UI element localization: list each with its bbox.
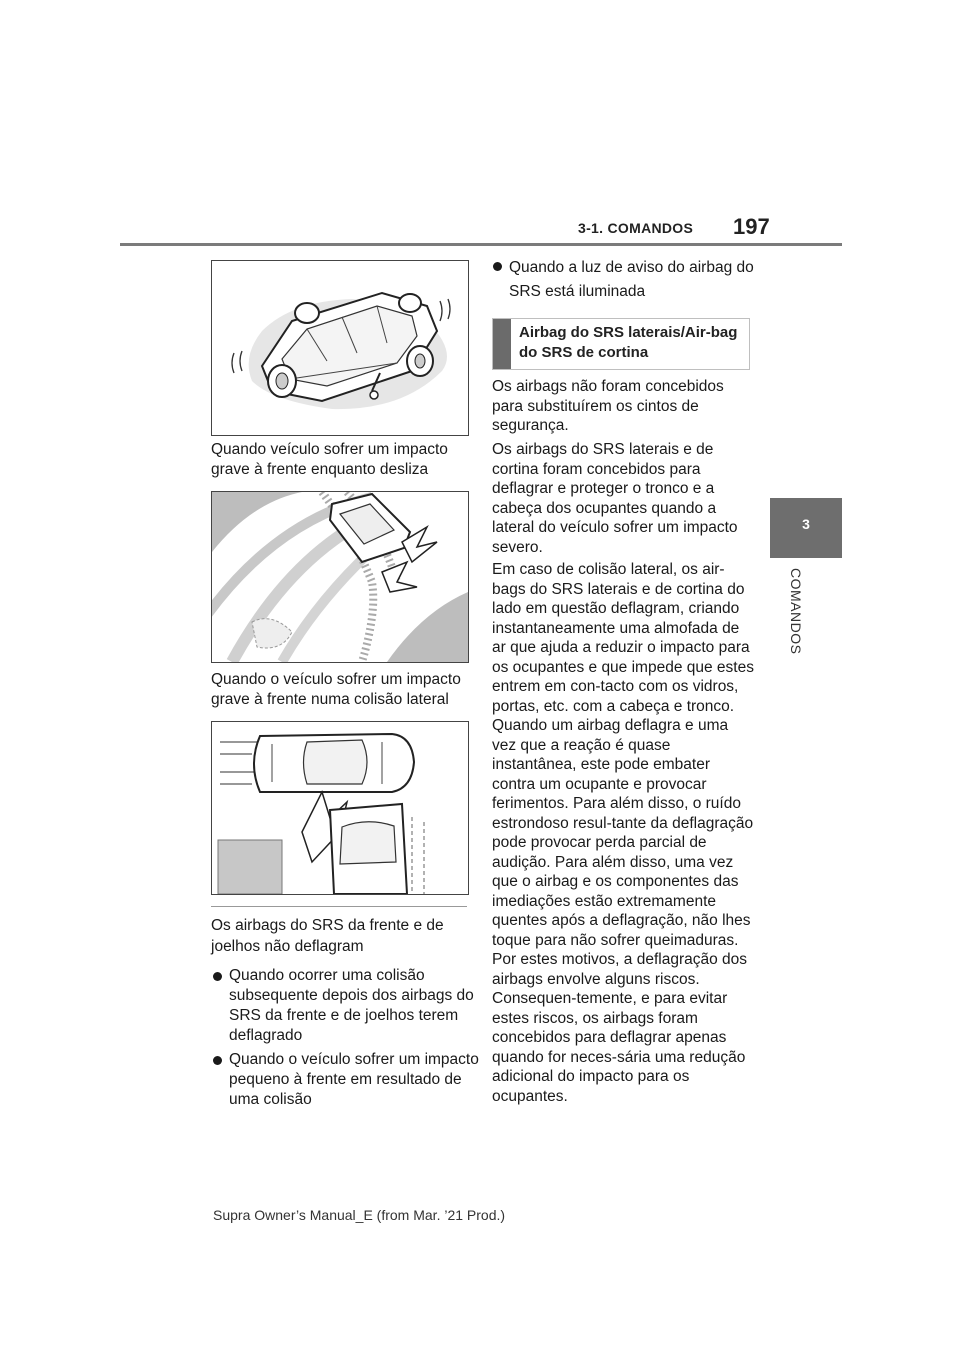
overturned-car-illustration bbox=[212, 261, 468, 435]
bullet-icon bbox=[213, 972, 222, 981]
chapter-tab bbox=[770, 498, 842, 558]
paragraph: Os airbags não foram concebidos para substituírem os cintos de segurança. bbox=[492, 378, 724, 434]
bullet-icon bbox=[213, 1056, 222, 1065]
list-item: Quando o veículo sofrer um impacto pequeno à frente em resultado de uma colisão bbox=[213, 1050, 483, 1110]
figure-sliding-car bbox=[211, 491, 469, 663]
figure-overturned-car bbox=[211, 260, 469, 436]
list-item: Quando ocorrer uma colisão subsequente depois dos airbags do SRS da frente e de joelhos terem deflagrado bbox=[213, 966, 483, 1046]
side-collision-illustration bbox=[212, 722, 468, 894]
chapter-number: 3 bbox=[802, 516, 810, 532]
figure-2-caption: Quando o veículo sofrer um impacto grave à frente numa colisão lateral bbox=[211, 671, 461, 708]
sliding-car-illustration bbox=[212, 492, 468, 662]
section-title: 3-1. COMANDOS bbox=[578, 220, 694, 236]
subheading-text: Airbag do SRS laterais/Air-bag do SRS de cortina bbox=[519, 324, 738, 361]
bullet-icon bbox=[493, 262, 502, 271]
subheading-marker bbox=[493, 319, 511, 369]
paragraph: Em caso de colisão lateral, os air-bags do SRS laterais e de cortina do lado em questão deflagram, criando instantaneamente uma almofada de ar que ajuda a reduzir o impacto para os ocupantes e que impede que estes entrem em con-tacto com os vidros, portas, etc. com a cabeça e tronco. Quando um airbag deflagra e uma vez que a reação é quase instantânea, este pode embater contra um ocupante e provocar ferimentos. Para além disso, o ruído estrondoso resul-tante da deflagração pode provocar perda parcial de audição. Para além disso, uma vez que o airbag e os componentes das imediações estão extremamente quentes após a deflagração, não lhes toque para não sofrer queimaduras. Por estes motivos, a deflagração dos airbags envolve alguns riscos. Consequen-temente, e para evitar estes riscos, os airbags foram concebidos para deflagrar apenas quando for neces-sária uma redução adicional do impacto para os ocupantes. bbox=[492, 561, 754, 1105]
section-subheading bbox=[492, 318, 750, 370]
airbag-no-deploy-heading: Os airbags do SRS da frente e de joelhos não deflagram bbox=[211, 906, 467, 957]
paragraph: Os airbags do SRS laterais e de cortina foram concebidos para deflagrar e proteger o tronco e a cabeça dos ocupantes quando a lateral do veículo sofrer um impacto severo. bbox=[492, 441, 738, 556]
header-divider bbox=[120, 243, 842, 246]
list-item: Quando a luz de aviso do airbag do SRS está iluminada bbox=[493, 256, 758, 304]
figure-1-caption: Quando veículo sofrer um impacto grave à frente enquanto desliza bbox=[211, 441, 448, 478]
figure-side-collision bbox=[211, 721, 469, 895]
chapter-label: COMANDOS bbox=[788, 568, 804, 655]
page-footer: Supra Owner’s Manual_E (from Mar. ’21 Prod.) bbox=[213, 1207, 506, 1223]
page-number: 197 bbox=[733, 214, 770, 239]
